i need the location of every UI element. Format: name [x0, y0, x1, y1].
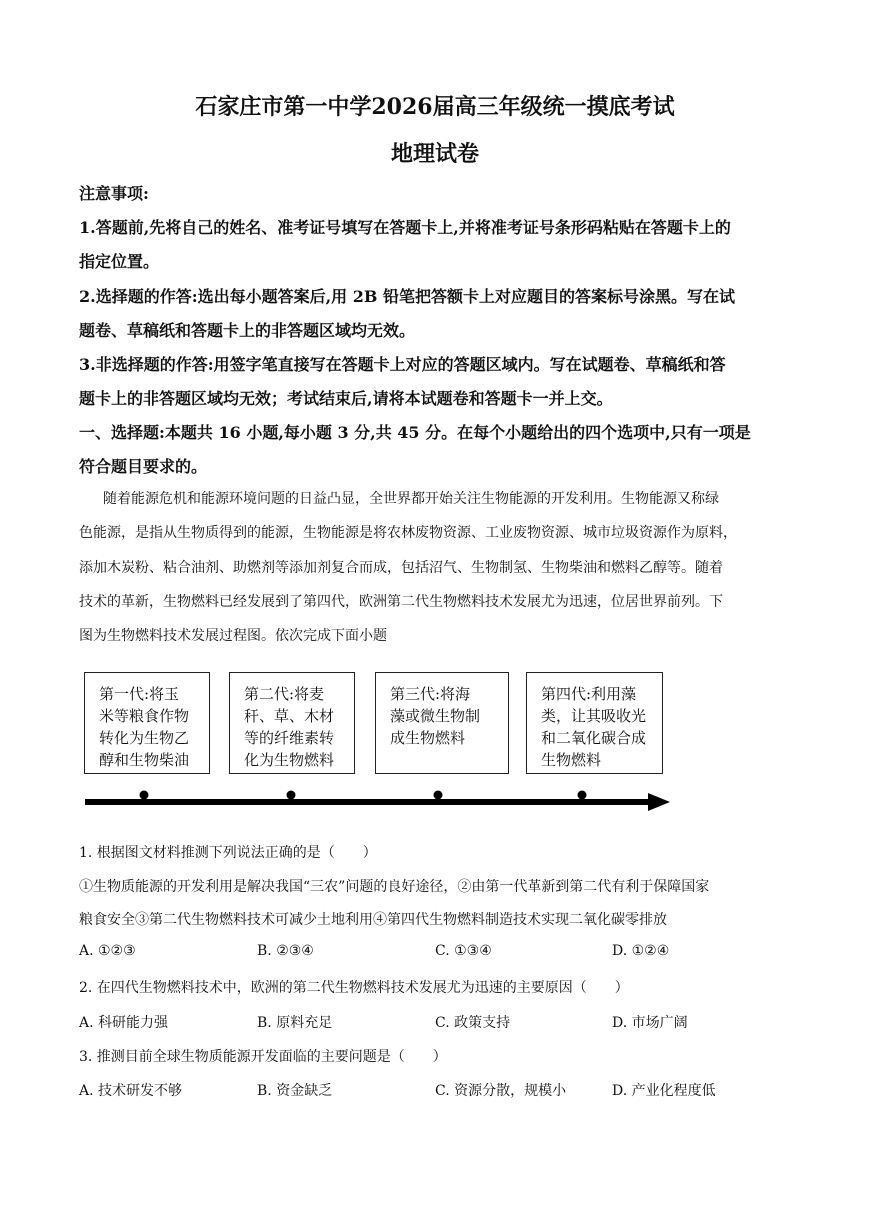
generation-3-box	[375, 672, 509, 774]
question-2-option-a[interactable]: A. 科研能力强	[79, 1015, 169, 1031]
section-heading: 一、选择题:本题共 16 小题,每小题 3 分,共 45 分。在每个小题给出的四个选项中,只有一项是	[79, 423, 751, 442]
generation-1-text: 米等粮食作物	[99, 707, 190, 725]
generation-1-text: 转化为生物乙	[99, 729, 190, 747]
question-3-option-b[interactable]: B. 资金缺乏	[257, 1083, 333, 1099]
generation-3-text: 成生物燃料	[390, 729, 466, 747]
exam-title: 石家庄市第一中学2026届高三年级统一摸底考试	[195, 94, 675, 120]
generation-2-text: 化为生物燃料	[244, 751, 335, 769]
exam-subtitle: 地理试卷	[390, 141, 479, 167]
question-3-option-d[interactable]: D. 产业化程度低	[612, 1083, 716, 1099]
generation-4-text: 类，让其吸收光	[541, 707, 647, 725]
question-3-option-a[interactable]: A. 技术研发不够	[79, 1083, 183, 1099]
notice-line: 题卡上的非答题区域均无效；考试结束后,请将本试题卷和答题卡一并上交。	[79, 389, 613, 408]
generation-4-text: 和二氧化碳合成	[541, 729, 647, 747]
passage-line: 添加木炭粉、粘合油剂、助燃剂等添加剂复合而成，包括沼气、生物制氢、生物柴油和燃料乙醇等。随着	[79, 560, 723, 576]
generation-1-text: 第一代:将玉	[99, 685, 180, 703]
notice-line: 题卷、草稿纸和答题卡上的非答题区域均无效。	[79, 321, 416, 340]
question-1-option-d[interactable]: D. ①②④	[612, 943, 670, 959]
question-3-option-c[interactable]: C. 资源分散，规模小	[435, 1083, 567, 1099]
generation-2-text: 等的纤维素转	[244, 729, 335, 747]
notice-line: 3.非选择题的作答:用签字笔直接写在答题卡上对应的答题区域内。写在试题卷、草稿纸和答	[79, 355, 726, 374]
question-2-option-c[interactable]: C. 政策支持	[435, 1015, 511, 1031]
notice-heading: 注意事项:	[79, 184, 149, 203]
question-1-stem: 1. 根据图文材料推测下列说法正确的是（ ）	[79, 845, 377, 861]
question-1-option-c[interactable]: C. ①③④	[435, 943, 492, 959]
generation-1-text: 醇和生物柴油	[99, 751, 190, 769]
generation-4-text: 第四代:利用藻	[541, 685, 637, 703]
question-3-stem: 3. 推测目前全球生物质能源开发面临的主要问题是（ ）	[79, 1049, 447, 1065]
question-1-option-a[interactable]: A. ①②③	[79, 943, 136, 959]
passage-line: 图为生物燃料技术发展过程图。依次完成下面小题	[79, 628, 387, 644]
generation-1-box	[84, 672, 210, 774]
section-heading: 符合题目要求的。	[79, 457, 208, 476]
generation-2-text: 秆、草、木材	[244, 707, 335, 725]
passage-line: 随着能源危机和能源环境问题的日益凸显，全世界都开始关注生物能源的开发利用。生物能源又称绿	[103, 491, 719, 507]
notice-line: 指定位置。	[79, 252, 160, 271]
timeline-dot	[140, 791, 149, 800]
generation-3-text: 第三代:将海	[390, 685, 471, 703]
passage-line: 色能源，是指从生物质得到的能源，生物能源是将农林废物资源、工业废物资源、城市垃圾资源作为原料，	[79, 525, 737, 541]
generation-2-box	[229, 672, 355, 774]
generation-4-box	[526, 672, 663, 774]
timeline-dot	[578, 791, 587, 800]
question-2-option-d[interactable]: D. 市场广阔	[612, 1015, 688, 1031]
notice-line: 1.答题前,先将自己的姓名、准考证号填写在答题卡上,并将准考证号条形码粘贴在答题卡上的	[79, 218, 731, 237]
question-1-statement: ①生物质能源的开发利用是解决我国“三农”问题的良好途径，②由第一代革新到第二代有利于保障国家	[79, 879, 710, 895]
generation-2-text: 第二代:将麦	[244, 685, 325, 703]
question-2-option-b[interactable]: B. 原料充足	[257, 1015, 333, 1031]
timeline-arrowhead	[648, 793, 670, 811]
question-2-stem: 2. 在四代生物燃料技术中，欧洲的第二代生物燃料技术发展尤为迅速的主要原因（ ）	[79, 980, 629, 996]
timeline-dot	[287, 791, 296, 800]
timeline-arrow	[80, 786, 680, 818]
notice-line: 2.选择题的作答:选出每小题答案后,用 2B 铅笔把答额卡上对应题目的答案标号涂黑。写在试	[79, 287, 735, 306]
generation-4-text: 生物燃料	[541, 751, 602, 769]
timeline-dot	[434, 791, 443, 800]
passage-line: 技术的革新，生物燃料已经发展到了第四代，欧洲第二代生物燃料技术发展尤为迅速，位居世界前列。下	[79, 594, 723, 610]
generation-3-text: 藻或微生物制	[390, 707, 481, 725]
question-1-option-b[interactable]: B. ②③④	[257, 943, 314, 959]
question-1-statement: 粮食安全③第二代生物燃料技术可减少土地利用④第四代生物燃料制造技术实现二氧化碳零排放	[79, 912, 667, 928]
